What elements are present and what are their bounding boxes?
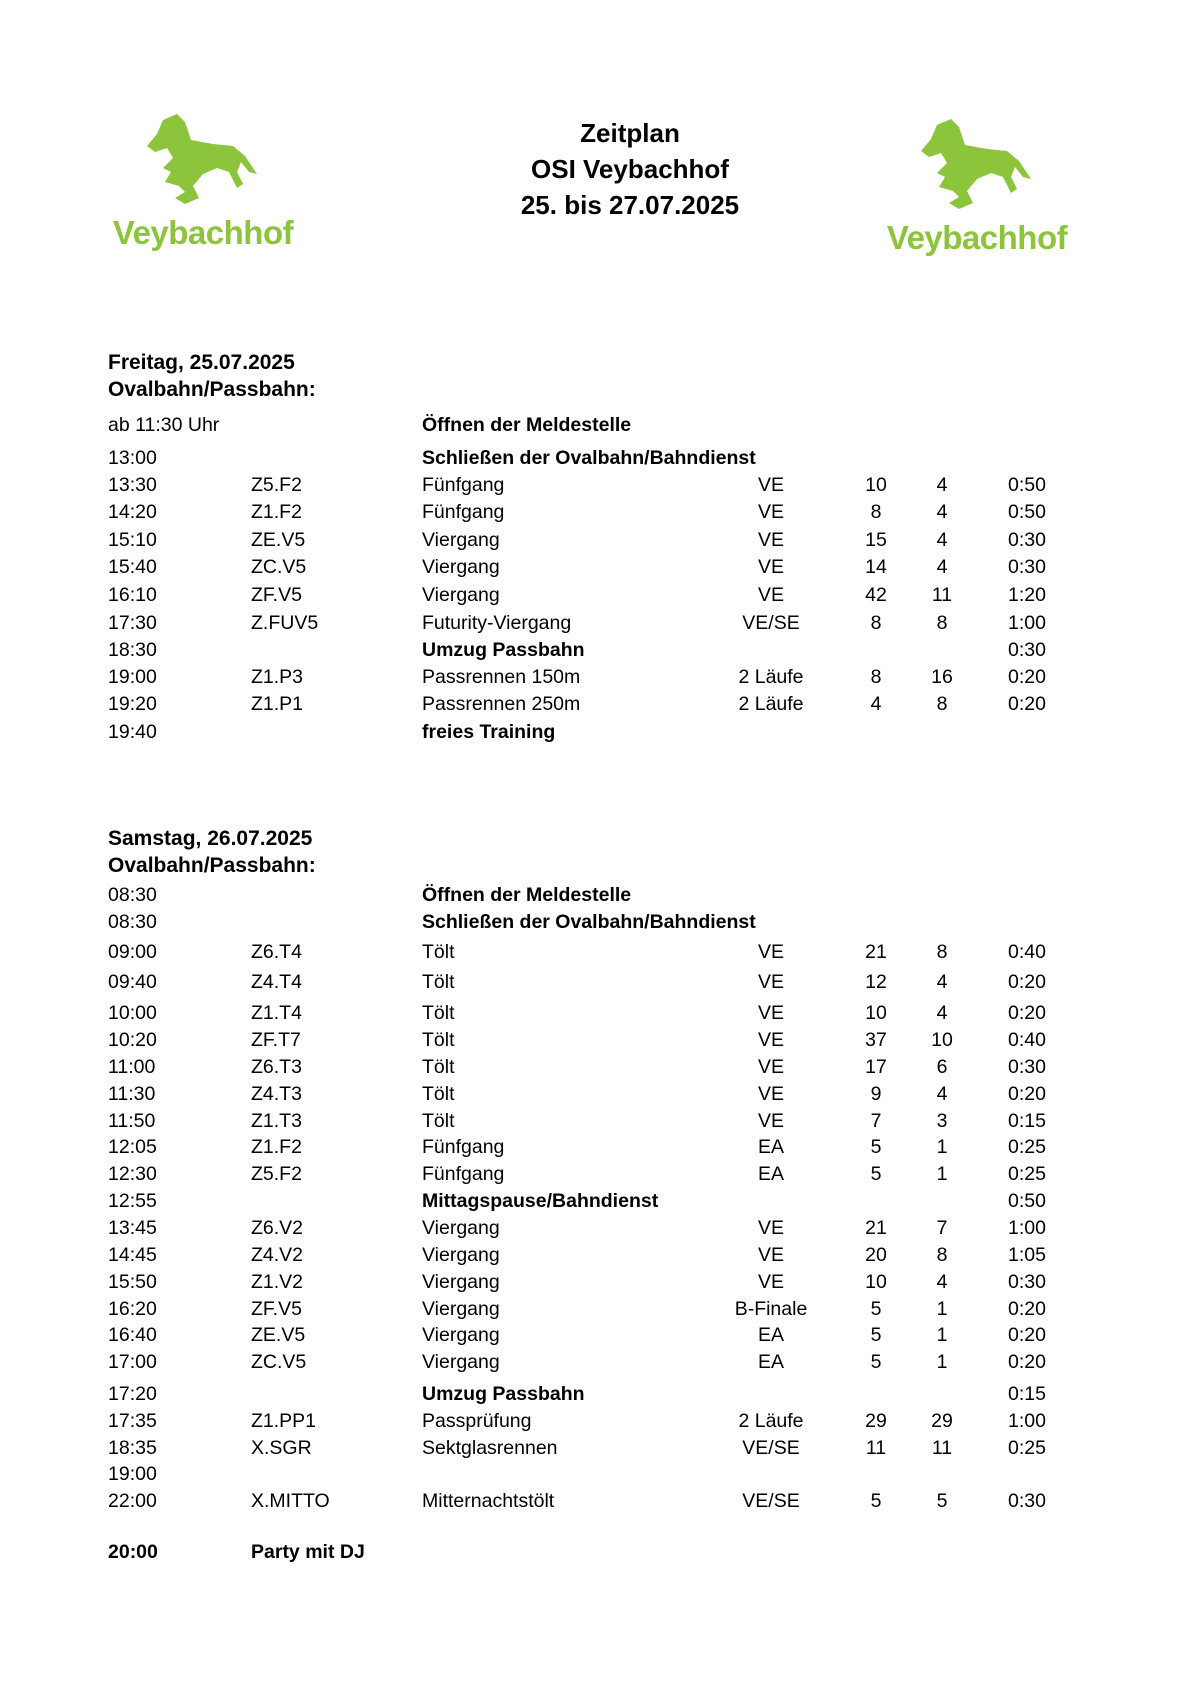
row-time: 19:40 [108, 721, 157, 743]
row-n2: 1 [936, 1136, 948, 1158]
row-event: Sektglasrennen [422, 1437, 558, 1459]
row-time: 12:55 [108, 1190, 157, 1212]
row-n1: 5 [870, 1163, 882, 1185]
logo-left [103, 112, 303, 252]
logo-text: Veybachhof [112, 214, 294, 251]
row-cls: VE [757, 1271, 784, 1293]
row-n2: 4 [936, 971, 948, 993]
row-event: Tölt [422, 1110, 455, 1132]
row-time: 08:30 [108, 884, 157, 906]
row-n1: 21 [865, 1217, 887, 1239]
page-title [430, 115, 830, 223]
row-cls: VE [757, 1083, 784, 1105]
row-event: Viergang [422, 584, 500, 606]
row-n1: 5 [870, 1136, 882, 1158]
logo-text: Veybachhof [886, 219, 1068, 256]
row-time: 17:30 [108, 612, 157, 634]
row-time: 12:05 [108, 1136, 157, 1158]
row-event: Passrennen 150m [422, 666, 581, 688]
row-dur: 0:20 [1008, 1351, 1046, 1373]
row-cls: VE [757, 556, 784, 578]
row-time: 11:30 [108, 1083, 156, 1105]
row-event: Öffnen der Meldestelle [422, 884, 632, 906]
row-n2: 16 [931, 666, 953, 688]
title-line: 25. bis 27.07.2025 [520, 190, 740, 220]
row-cls: VE [757, 1217, 784, 1239]
row-event: Schließen der Ovalbahn/Bahndienst [422, 447, 756, 469]
row-dur: 0:25 [1008, 1136, 1046, 1158]
row-n2: 1 [936, 1324, 948, 1346]
row-cls: VE/SE [742, 1490, 800, 1512]
saturday-day-heading: Samstag, 26.07.2025 [108, 827, 313, 850]
row-n1: 42 [865, 584, 887, 606]
row-n1: 4 [870, 693, 882, 715]
row-event: Umzug Passbahn [422, 639, 585, 661]
row-event: Viergang [422, 1351, 500, 1373]
row-dur: 0:25 [1008, 1163, 1046, 1185]
row-cls: EA [757, 1351, 784, 1373]
title-line: OSI Veybachhof [531, 154, 729, 184]
row-code: Z1.F2 [251, 501, 302, 523]
row-event: Futurity-Viergang [422, 612, 572, 634]
row-cls: VE [757, 941, 784, 963]
row-dur: 1:00 [1008, 1410, 1046, 1432]
row-event: Viergang [422, 1271, 500, 1293]
row-time: 17:35 [108, 1410, 157, 1432]
row-time: 17:20 [108, 1383, 157, 1405]
row-dur: 0:20 [1008, 1083, 1046, 1105]
row-event: Mittagspause/Bahndienst [422, 1190, 659, 1212]
row-event: Viergang [422, 1324, 500, 1346]
row-n1: 14 [865, 556, 887, 578]
row-time: 11:00 [108, 1056, 156, 1078]
row-dur: 0:30 [1008, 639, 1046, 661]
row-n2: 11 [931, 584, 953, 606]
row-event: freies Training [422, 721, 556, 743]
row-cls: 2 Läufe [738, 1410, 804, 1432]
row-time: 15:50 [108, 1271, 157, 1293]
row-cls: EA [757, 1136, 784, 1158]
row-n2: 1 [936, 1163, 948, 1185]
row-dur: 1:00 [1008, 612, 1046, 634]
row-code: ZF.V5 [251, 584, 302, 606]
row-event: Mitternachtstölt [422, 1490, 555, 1512]
row-code: Z1.PP1 [251, 1410, 317, 1432]
row-n2: 4 [936, 556, 948, 578]
row-event: Fünfgang [422, 1136, 505, 1158]
row-code: Z1.V2 [251, 1271, 304, 1293]
row-event: Schließen der Ovalbahn/Bahndienst [422, 911, 756, 933]
row-dur: 0:15 [1008, 1383, 1046, 1405]
row-event: Öffnen der Meldestelle [422, 414, 632, 436]
row-n1: 8 [870, 666, 882, 688]
row-event: Viergang [422, 556, 500, 578]
row-code: Z4.V2 [251, 1244, 304, 1266]
row-event: Fünfgang [422, 474, 505, 496]
horse-icon [133, 112, 273, 212]
row-time: 17:00 [108, 1351, 157, 1373]
row-event: Umzug Passbahn [422, 1383, 585, 1405]
row-dur: 0:20 [1008, 1298, 1046, 1320]
row-event: Viergang [422, 529, 500, 551]
row-n1: 20 [865, 1244, 887, 1266]
row-n1: 10 [865, 1002, 887, 1024]
row-code: Z5.F2 [251, 1163, 302, 1185]
row-code: ZE.V5 [251, 1324, 306, 1346]
row-cls: 2 Läufe [738, 666, 804, 688]
row-code: X.MITTO [251, 1490, 330, 1512]
logo-right [877, 117, 1077, 257]
row-n2: 11 [931, 1437, 953, 1459]
row-event: Tölt [422, 1056, 455, 1078]
row-n2: 10 [931, 1029, 953, 1051]
row-n1: 9 [870, 1083, 882, 1105]
row-n2: 4 [936, 1083, 948, 1105]
row-dur: 0:20 [1008, 971, 1046, 993]
row-time: 19:20 [108, 693, 157, 715]
row-code: Z4.T3 [251, 1083, 302, 1105]
row-dur: 1:00 [1008, 1217, 1046, 1239]
row-cls: VE [757, 971, 784, 993]
row-cls: VE [757, 1002, 784, 1024]
row-code: Z1.T3 [251, 1110, 302, 1132]
row-cls: VE [757, 474, 784, 496]
row-code: Z4.T4 [251, 971, 302, 993]
row-time: 09:00 [108, 941, 157, 963]
row-n1: 17 [865, 1056, 887, 1078]
row-dur: 0:30 [1008, 556, 1046, 578]
horse-icon [907, 117, 1047, 217]
row-time: 13:45 [108, 1217, 157, 1239]
row-dur: 0:30 [1008, 1271, 1046, 1293]
row-cls: VE [757, 584, 784, 606]
row-dur: 1:05 [1008, 1244, 1046, 1266]
row-time: 22:00 [108, 1490, 157, 1512]
row-time: 20:00 [108, 1541, 158, 1563]
row-n2: 6 [936, 1056, 948, 1078]
row-time: 13:30 [108, 474, 157, 496]
row-n1: 21 [865, 941, 887, 963]
row-n1: 15 [865, 529, 887, 551]
row-code: Z1.T4 [251, 1002, 302, 1024]
row-time: 16:40 [108, 1324, 157, 1346]
row-n2: 3 [936, 1110, 948, 1132]
row-code: ZE.V5 [251, 529, 306, 551]
row-time: 16:10 [108, 584, 157, 606]
row-cls: VE [757, 1110, 784, 1132]
row-cls: 2 Läufe [738, 693, 804, 715]
row-dur: 0:50 [1008, 1190, 1046, 1212]
row-cls: EA [757, 1324, 784, 1346]
row-code: ZF.T7 [251, 1029, 301, 1051]
row-dur: 0:40 [1008, 941, 1046, 963]
row-n2: 7 [936, 1217, 948, 1239]
row-cls: VE [757, 501, 784, 523]
row-n2: 1 [936, 1298, 948, 1320]
row-time: 10:00 [108, 1002, 157, 1024]
row-n2: 5 [936, 1490, 948, 1512]
row-n1: 5 [870, 1351, 882, 1373]
row-code: Party mit DJ [251, 1541, 365, 1563]
row-time: ab 11:30 Uhr [108, 414, 220, 436]
row-n1: 11 [865, 1437, 887, 1459]
row-n1: 5 [870, 1298, 882, 1320]
row-cls: VE/SE [742, 612, 800, 634]
row-code: Z1.P1 [251, 693, 304, 715]
row-time: 13:00 [108, 447, 157, 469]
row-dur: 0:50 [1008, 474, 1046, 496]
row-event: Viergang [422, 1298, 500, 1320]
row-dur: 0:20 [1008, 1324, 1046, 1346]
row-n1: 29 [865, 1410, 887, 1432]
row-n2: 29 [931, 1410, 953, 1432]
row-event: Fünfgang [422, 501, 505, 523]
row-dur: 0:20 [1008, 1002, 1046, 1024]
row-time: 15:40 [108, 556, 157, 578]
row-time: 19:00 [108, 1463, 157, 1485]
row-dur: 0:20 [1008, 693, 1046, 715]
row-event: Viergang [422, 1217, 500, 1239]
row-code: Z1.P3 [251, 666, 304, 688]
row-n2: 8 [936, 693, 948, 715]
row-cls: B-Finale [734, 1298, 808, 1320]
row-code: ZC.V5 [251, 1351, 307, 1373]
row-n1: 12 [865, 971, 887, 993]
row-time: 12:30 [108, 1163, 157, 1185]
row-code: Z1.F2 [251, 1136, 302, 1158]
row-n1: 5 [870, 1490, 882, 1512]
row-n2: 8 [936, 941, 948, 963]
row-cls: VE [757, 1056, 784, 1078]
row-event: Tölt [422, 1002, 455, 1024]
row-cls: EA [757, 1163, 784, 1185]
row-code: ZC.V5 [251, 556, 307, 578]
row-cls: VE/SE [742, 1437, 800, 1459]
row-dur: 0:25 [1008, 1437, 1046, 1459]
row-event: Fünfgang [422, 1163, 505, 1185]
row-event: Tölt [422, 1029, 455, 1051]
row-time: 10:20 [108, 1029, 157, 1051]
row-n2: 8 [936, 612, 948, 634]
row-event: Passrennen 250m [422, 693, 581, 715]
row-n2: 4 [936, 501, 948, 523]
row-code: Z.FUV5 [251, 612, 319, 634]
title-line: Zeitplan [580, 118, 680, 148]
row-n2: 4 [936, 529, 948, 551]
row-time: 19:00 [108, 666, 157, 688]
row-n2: 4 [936, 1271, 948, 1293]
row-dur: 0:30 [1008, 1490, 1046, 1512]
row-n2: 4 [936, 474, 948, 496]
row-n2: 1 [936, 1351, 948, 1373]
row-code: Z5.F2 [251, 474, 302, 496]
row-code: X.SGR [251, 1437, 312, 1459]
row-time: 18:35 [108, 1437, 157, 1459]
row-event: Viergang [422, 1244, 500, 1266]
friday-track-heading: Ovalbahn/Passbahn: [108, 378, 316, 401]
row-event: Passprüfung [422, 1410, 532, 1432]
row-n1: 8 [870, 501, 882, 523]
row-time: 11:50 [108, 1110, 156, 1132]
row-n1: 10 [865, 474, 887, 496]
row-dur: 0:40 [1008, 1029, 1046, 1051]
row-event: Tölt [422, 1083, 455, 1105]
row-cls: VE [757, 1244, 784, 1266]
row-n1: 37 [865, 1029, 887, 1051]
row-code: Z6.V2 [251, 1217, 304, 1239]
row-event: Tölt [422, 941, 455, 963]
row-time: 15:10 [108, 529, 157, 551]
row-time: 09:40 [108, 971, 157, 993]
row-cls: VE [757, 529, 784, 551]
row-time: 18:30 [108, 639, 157, 661]
row-time: 14:45 [108, 1244, 157, 1266]
row-cls: VE [757, 1029, 784, 1051]
row-n1: 7 [870, 1110, 882, 1132]
row-time: 14:20 [108, 501, 157, 523]
row-dur: 0:30 [1008, 529, 1046, 551]
row-dur: 0:50 [1008, 501, 1046, 523]
row-time: 08:30 [108, 911, 157, 933]
row-n2: 8 [936, 1244, 948, 1266]
row-code: Z6.T3 [251, 1056, 302, 1078]
row-dur: 1:20 [1008, 584, 1046, 606]
row-n1: 5 [870, 1324, 882, 1346]
row-dur: 0:30 [1008, 1056, 1046, 1078]
row-code: Z6.T4 [251, 941, 302, 963]
row-n1: 10 [865, 1271, 887, 1293]
friday-day-heading: Freitag, 25.07.2025 [108, 351, 295, 374]
saturday-track-heading: Ovalbahn/Passbahn: [108, 854, 316, 877]
row-dur: 0:15 [1008, 1110, 1046, 1132]
row-n2: 4 [936, 1002, 948, 1024]
row-code: ZF.V5 [251, 1298, 302, 1320]
row-event: Tölt [422, 971, 455, 993]
row-n1: 8 [870, 612, 882, 634]
row-time: 16:20 [108, 1298, 157, 1320]
row-dur: 0:20 [1008, 666, 1046, 688]
